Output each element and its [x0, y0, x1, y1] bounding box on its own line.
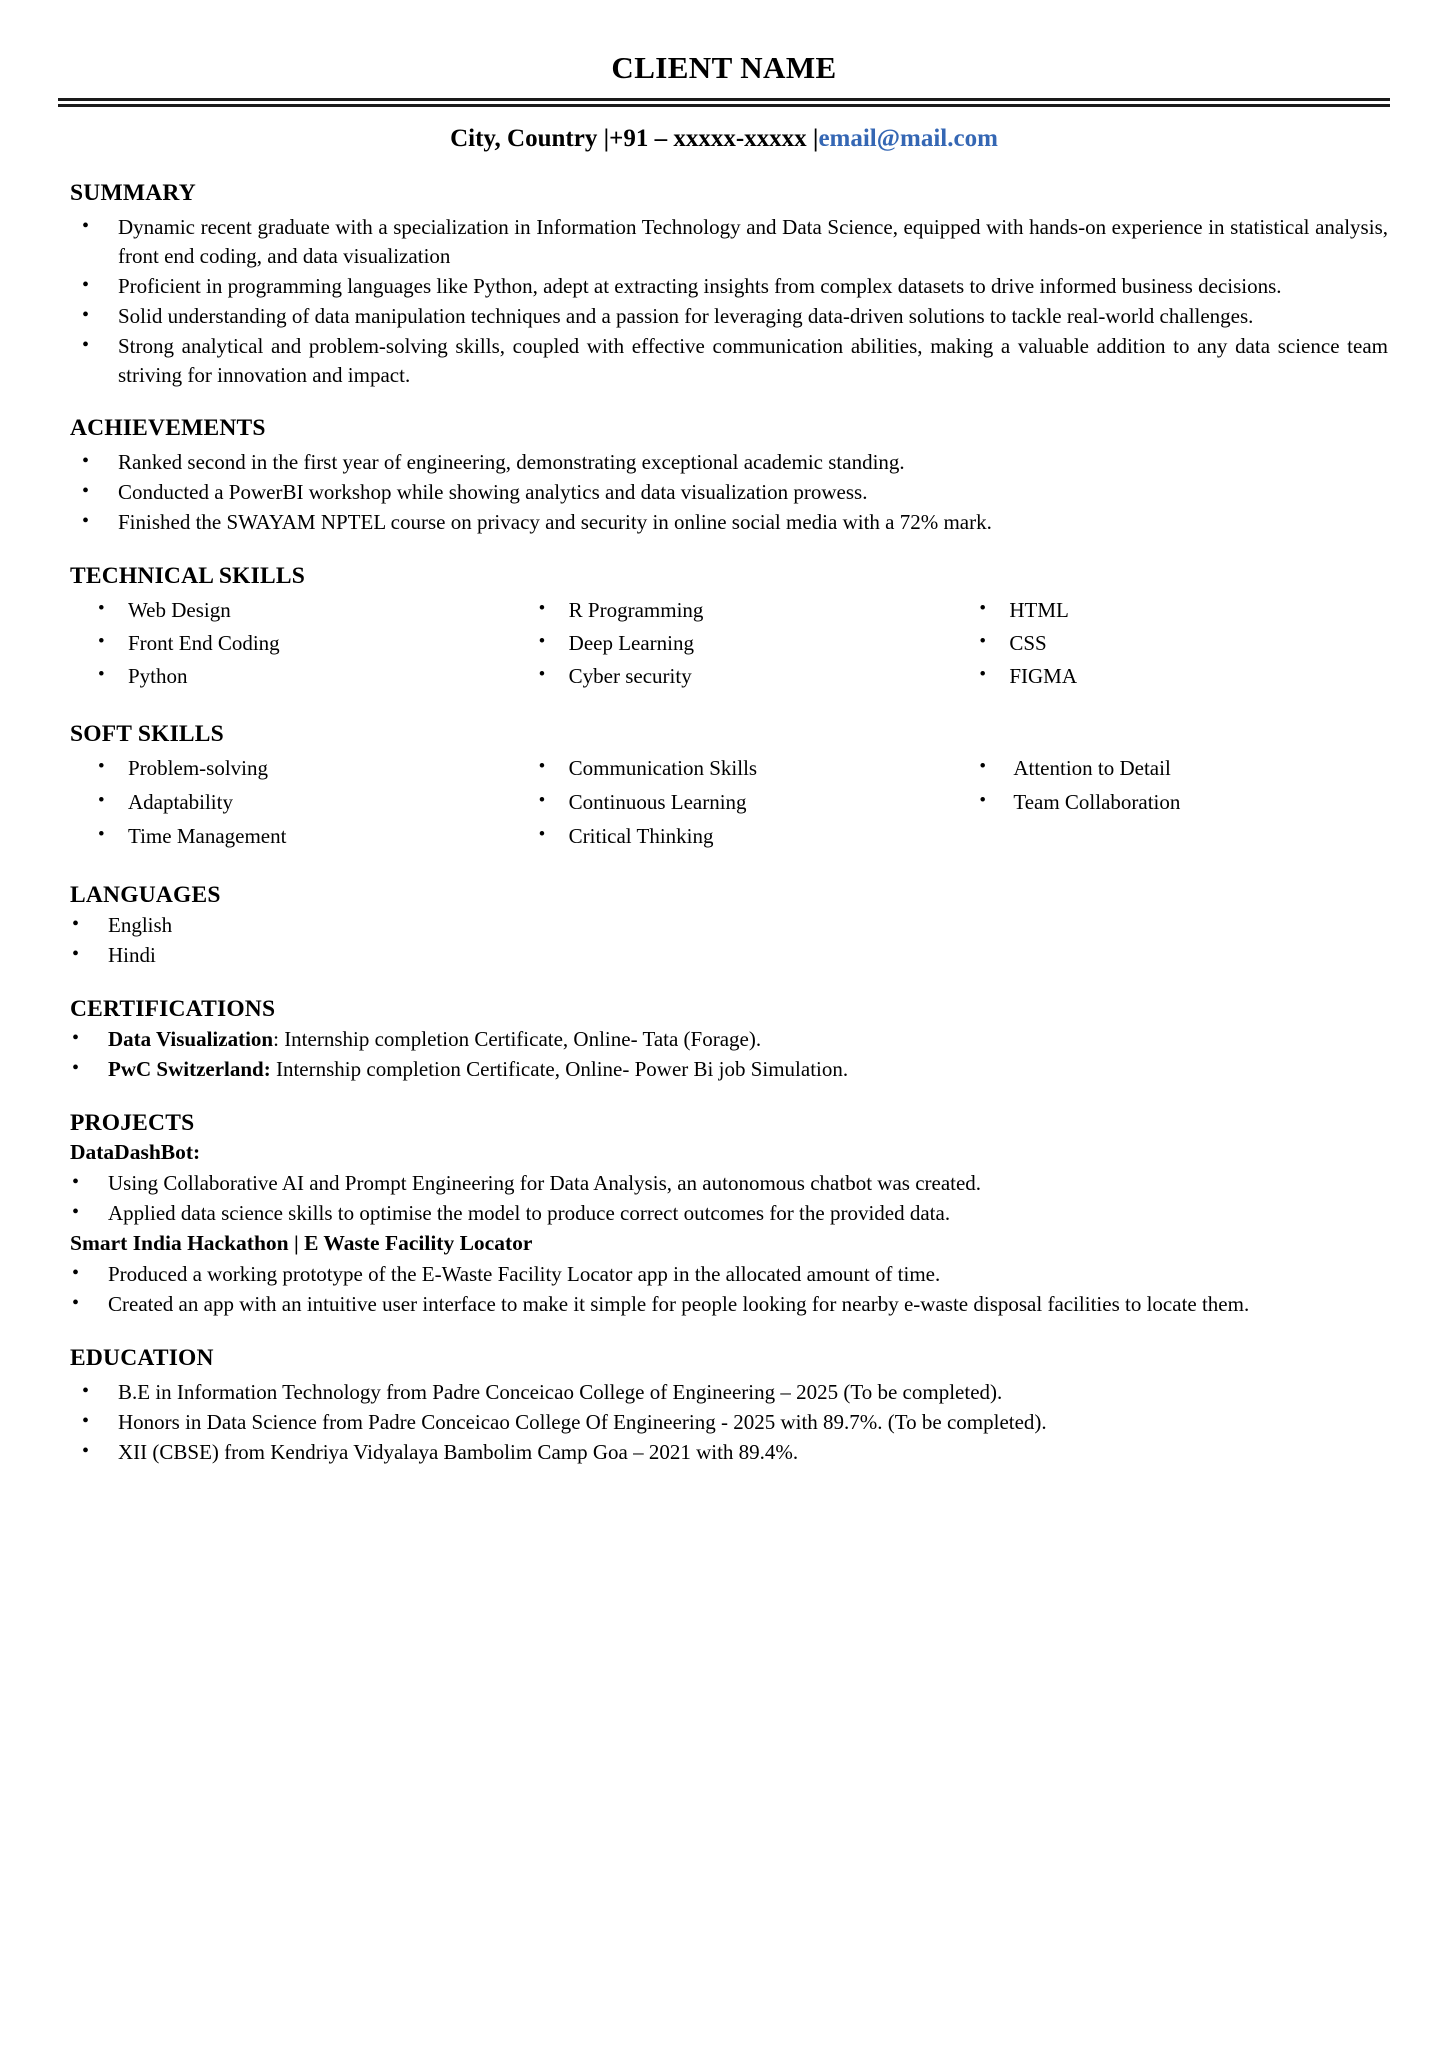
contact-location: City, Country: [450, 124, 598, 152]
list-item: • Using Collaborative AI and Prompt Engineering for Data Analysis, an autonomous chatbot was created.: [56, 1169, 1392, 1198]
certification-text: : Internship completion Certificate, Online- Tata (Forage).: [273, 1027, 762, 1052]
soft-skills-column-3: [951, 754, 1392, 856]
education-bullet-list: [56, 1378, 1392, 1467]
list-item: • CSS: [951, 629, 1392, 658]
list-item: • Continuous Learning: [511, 788, 952, 817]
soft-skills-column-1: [70, 754, 511, 856]
list-item: • Produced a working prototype of the E-Waste Facility Locator app in the allocated amount of time.: [56, 1260, 1392, 1289]
list-item: [56, 1055, 1392, 1084]
section-education: [56, 1345, 1392, 1467]
list-item: • English: [56, 911, 1392, 940]
technical-skills-column-2: [511, 596, 952, 695]
list-item: • Front End Coding: [70, 629, 511, 658]
list-item: • HTML: [951, 596, 1392, 625]
section-title-soft-skills: SOFT SKILLS: [70, 721, 224, 748]
section-title-summary: SUMMARY: [70, 179, 196, 206]
section-projects: [56, 1110, 1392, 1319]
project-bullets-datadashbot: [56, 1169, 1392, 1228]
section-certifications: [56, 996, 1392, 1084]
list-item: • Solid understanding of data manipulation techniques and a passion for leveraging data-driven solutions to tackle real-world challenges.: [56, 302, 1392, 331]
soft-skills-grid: [70, 754, 1392, 856]
section-languages: [56, 882, 1392, 970]
list-item: • Time Management: [70, 822, 511, 851]
list-item: • Honors in Data Science from Padre Conceicao College Of Engineering - 2025 with 89.7%. (To be completed).: [56, 1408, 1392, 1437]
section-achievements: [56, 415, 1392, 537]
achievements-bullet-list: [56, 448, 1392, 537]
soft-skills-column-2: [511, 754, 952, 856]
list-item: • Applied data science skills to optimise the model to produce correct outcomes for the provided data.: [56, 1199, 1392, 1228]
list-item: • Adaptability: [70, 788, 511, 817]
project-bullets-smart-india-hackathon: [56, 1260, 1392, 1319]
list-item: • B.E in Information Technology from Padre Conceicao College of Engineering – 2025 (To be completed).: [56, 1378, 1392, 1407]
list-item: • R Programming: [511, 596, 952, 625]
section-title-education: EDUCATION: [70, 1344, 214, 1371]
list-item: • Python: [70, 662, 511, 691]
list-item: • Conducted a PowerBI workshop while showing analytics and data visualization prowess.: [56, 478, 1392, 507]
section-title-achievements: ACHIEVEMENTS: [70, 415, 266, 442]
list-item: • Communication Skills: [511, 754, 952, 783]
certification-label: Data Visualization: [108, 1027, 274, 1052]
certifications-list: [56, 1025, 1392, 1084]
header-divider: [58, 98, 1390, 107]
resume-header: [56, 50, 1392, 154]
contact-separator-1: |: [603, 124, 610, 152]
project-name-smart-india-hackathon: Smart India Hackathon | E Waste Facility Locator: [70, 1231, 533, 1256]
list-item: • Deep Learning: [511, 629, 952, 658]
section-title-certifications: CERTIFICATIONS: [70, 996, 276, 1023]
list-item: • XII (CBSE) from Kendriya Vidyalaya Bambolim Camp Goa – 2021 with 89.4%.: [56, 1438, 1392, 1467]
project-name-datadashbot: DataDashBot:: [70, 1140, 201, 1165]
contact-phone: +91 – xxxxx-xxxxx: [609, 124, 807, 152]
section-summary: [56, 180, 1392, 390]
summary-bullet-list: [56, 213, 1392, 390]
list-item: • Attention to Detail: [951, 754, 1392, 783]
technical-skills-column-3: [951, 596, 1392, 695]
contact-separator-2: |: [812, 124, 819, 152]
list-item: • Strong analytical and problem-solving skills, coupled with effective communication abilities, making a valuable addition to any data science team striving for innovation and impact.: [56, 332, 1392, 390]
contact-email-link[interactable]: email@mail.com: [818, 124, 998, 152]
list-item: • Critical Thinking: [511, 822, 952, 851]
technical-skills-column-1: [70, 596, 511, 695]
list-item: [56, 1025, 1392, 1054]
list-item: • Problem-solving: [70, 754, 511, 783]
section-title-languages: LANGUAGES: [70, 882, 221, 909]
technical-skills-grid: [70, 596, 1392, 695]
contact-line: [56, 124, 1392, 154]
section-title-projects: PROJECTS: [70, 1110, 195, 1137]
list-item: • FIGMA: [951, 662, 1392, 691]
page-title: CLIENT NAME: [611, 50, 837, 85]
section-technical-skills: [56, 563, 1392, 695]
section-soft-skills: [56, 721, 1392, 856]
list-item: • Finished the SWAYAM NPTEL course on privacy and security in online social media with a 72% mark.: [56, 508, 1392, 537]
languages-bullet-list: [56, 911, 1392, 970]
list-item: • Cyber security: [511, 662, 952, 691]
certification-text: Internship completion Certificate, Online- Power Bi job Simulation.: [270, 1057, 849, 1082]
list-item: • Proficient in programming languages like Python, adept at extracting insights from complex datasets to drive informed business decisions.: [56, 272, 1392, 301]
list-item: • Ranked second in the first year of engineering, demonstrating exceptional academic standing.: [56, 448, 1392, 477]
list-item: • Team Collaboration: [951, 788, 1392, 817]
list-item: • Created an app with an intuitive user interface to make it simple for people looking for nearby e-waste disposal facilities to locate them.: [56, 1290, 1392, 1319]
list-item: • Dynamic recent graduate with a specialization in Information Technology and Data Science, equipped with hands-on experience in statistical analysis, front end coding, and data visualization: [56, 213, 1392, 271]
list-item: • Web Design: [70, 596, 511, 625]
list-item: • Hindi: [56, 941, 1392, 970]
section-title-technical-skills: TECHNICAL SKILLS: [70, 563, 306, 590]
certification-label: PwC Switzerland:: [108, 1057, 271, 1082]
